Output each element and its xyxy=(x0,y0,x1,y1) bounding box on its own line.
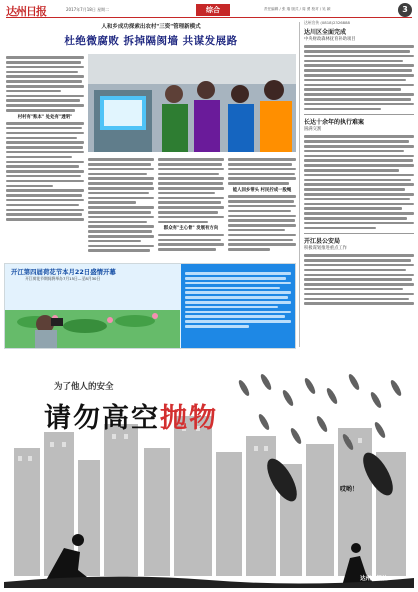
main-story-column-3 xyxy=(158,156,224,260)
main-story-headline: 杜绝微腐败 拆掉隔阂墙 共谋发展路 xyxy=(64,35,238,47)
story1-subhead: 中央财政森林抚育补助项目 xyxy=(304,37,356,42)
newspaper-logo: 达州日报 xyxy=(6,5,46,18)
right-news-column xyxy=(304,20,414,350)
section-label: 综合 xyxy=(196,4,230,16)
promo-note: 开江荷花节期间将举办7月15日—至8月30日 xyxy=(25,276,101,281)
story1-headline: 达川区全面完成 xyxy=(304,29,347,36)
story3-headline: 开江县公安局 xyxy=(304,238,341,246)
promo-title: 开江第四届荷花节本月22日盛情开幕 xyxy=(11,268,116,276)
story2-subhead: 圆满交割 xyxy=(304,127,322,133)
lotus-festival-promo xyxy=(4,263,296,349)
psa-slogan-black: 请勿高空 xyxy=(44,403,160,434)
psa-footer: 达州日报社 xyxy=(360,576,388,582)
story2-headline: 长达十余年的执行难案 xyxy=(304,119,365,127)
main-story-subhead-2: 群众有"主心骨" 发展有方向 xyxy=(163,226,219,232)
right-column-note: 达州宣传 (0818)2326888 xyxy=(304,20,350,25)
main-story-subhead-1: 村村有"账本" 处处有"透明" xyxy=(17,114,73,120)
psa-advertisement xyxy=(4,352,414,588)
page-number: 3 xyxy=(398,3,412,17)
psa-slogan-red: 抛物 xyxy=(160,403,218,434)
main-story-column-2 xyxy=(88,156,154,260)
column-divider xyxy=(299,22,300,347)
psa-caption: 哎哟！ xyxy=(340,486,359,493)
main-story-column-4 xyxy=(228,156,296,260)
psa-tagline: 为了他人的安全 xyxy=(54,382,114,392)
main-story-column-1 xyxy=(6,54,84,260)
main-story-subhead-3: 能人回乡带头 村民拧成一股绳 xyxy=(232,188,292,194)
photo-illustration xyxy=(88,54,296,152)
masthead xyxy=(6,4,412,18)
promo-body-text xyxy=(185,270,291,344)
psa-slogan xyxy=(44,396,218,435)
story3-subhead: 积极谋划推进重点工作 xyxy=(304,246,347,252)
editor-credits: 责任编辑 / 张 瑞 版式 / 周 勇 校对 / 吴 颖 xyxy=(264,7,331,11)
main-story-kicker: 人和乡成功探索出农村"三资"管理新模式 xyxy=(101,24,201,30)
dateline: 2017年7月18日 星期二 xyxy=(66,7,110,12)
news-photo xyxy=(88,54,296,152)
main-story-header xyxy=(6,22,296,48)
